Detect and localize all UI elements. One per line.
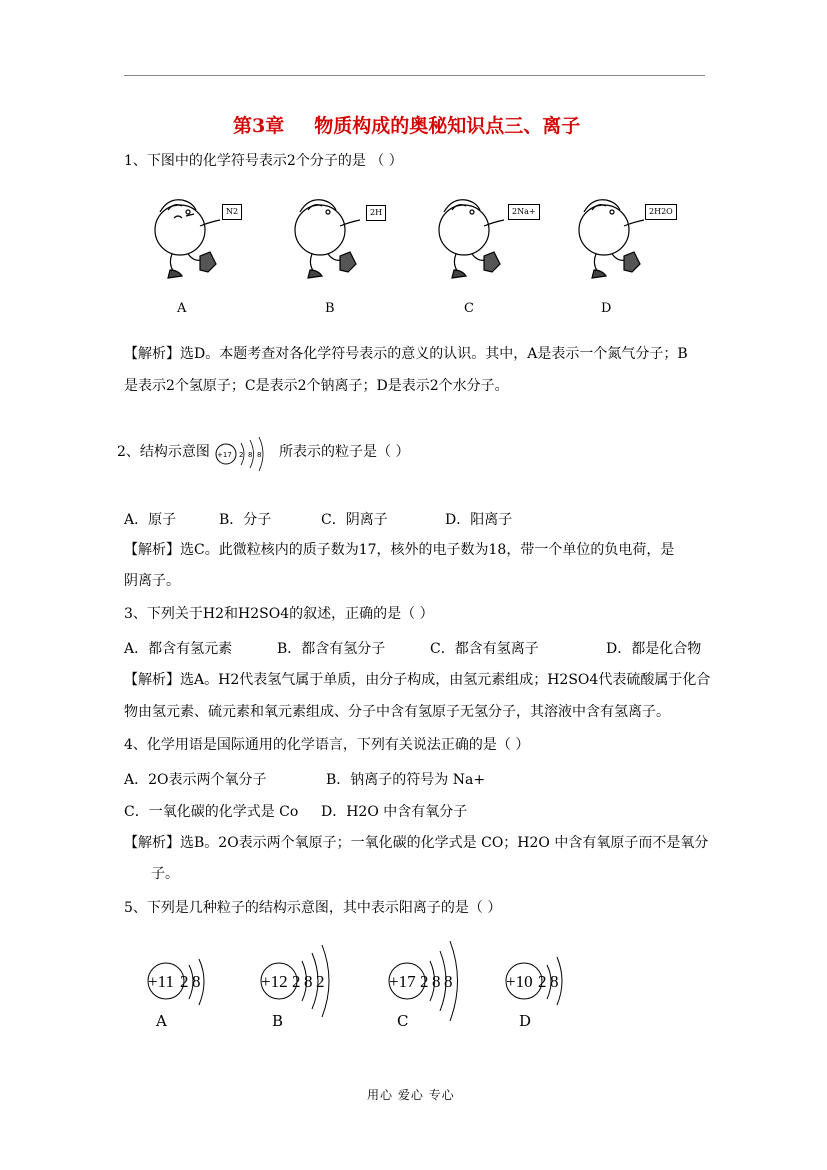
q1-analysis-line2: 是表示2个氢原子；C是表示2个钠离子；D是表示2个水分子。 xyxy=(124,378,509,394)
q1-sign-d: 2H2O xyxy=(645,204,677,220)
title-topic: 物质构成的奥秘知识点三、离子 xyxy=(314,115,581,137)
q4-option-c: C．一氧化碳的化学式是 Co xyxy=(124,804,299,820)
q2-analysis-line1: 【解析】选C。此微粒核内的质子数为17，核外的电子数为18，带一个单位的负电荷，是 xyxy=(124,542,675,558)
q1-sign-c: 2Na+ xyxy=(508,204,540,220)
q4-option-b: B．钠离子的符号为 Na+ xyxy=(326,772,486,788)
q5-label-c: C xyxy=(397,1012,409,1030)
svg-text:8: 8 xyxy=(192,972,201,991)
q1-label-a: A xyxy=(177,301,187,316)
q4-analysis-line1: 【解析】选B。2O表示两个氧原子；一氧化碳的化学式是 CO；H2O 中含有氧原子而不是氧分 xyxy=(124,835,709,851)
q5-label-d: D xyxy=(519,1012,532,1030)
svg-text:8: 8 xyxy=(444,972,453,991)
svg-text:+17: +17 xyxy=(217,451,232,459)
svg-text:8: 8 xyxy=(304,972,313,991)
svg-text:+10: +10 xyxy=(506,972,533,991)
page-title xyxy=(233,111,580,138)
svg-text:2: 2 xyxy=(180,972,189,991)
q1-label-b: B xyxy=(325,301,335,316)
q5-label-b: B xyxy=(272,1012,284,1030)
svg-text:8: 8 xyxy=(248,451,253,459)
header-rule xyxy=(124,75,705,76)
svg-text:+17: +17 xyxy=(389,972,416,991)
q4-analysis-line2: 子。 xyxy=(151,866,179,882)
q5-diagrams xyxy=(144,935,714,1030)
q3-option-c: C．都含有氢离子 xyxy=(430,641,539,657)
q2-option-d: D．阳离子 xyxy=(445,512,513,528)
title-chapter: 第3章 xyxy=(233,115,285,137)
svg-text:2: 2 xyxy=(420,972,429,991)
q2-option-a: A．原子 xyxy=(124,512,177,528)
q4-option-d: D．H2O 中含有氧分子 xyxy=(321,804,468,820)
q3-analysis-line1: 【解析】选A。H2代表氢气属于单质，由分子构成，由氢元素组成；H2SO4代表硫酸属于化合 xyxy=(124,672,711,688)
svg-text:+11: +11 xyxy=(148,972,174,991)
q3-question: 3、下列关于H2和H2SO4的叙述，正确的是（ ） xyxy=(124,606,434,622)
q1-question: 1、下图中的化学符号表示2个分子的是 （ ） xyxy=(124,153,403,169)
q3-analysis-line2: 物由氢元素、硫元素和氧元素组成、分子中含有氢原子无氢分子，其溶液中含有氢离子。 xyxy=(124,704,670,720)
svg-text:8: 8 xyxy=(550,972,559,991)
q1-label-d: D xyxy=(601,301,612,316)
svg-text:8: 8 xyxy=(257,451,262,459)
q5-label-a: A xyxy=(156,1012,167,1030)
svg-text:2: 2 xyxy=(316,972,325,991)
page-footer: 用心 爱心 专心 xyxy=(367,1088,455,1102)
svg-text:2: 2 xyxy=(239,451,244,459)
q1-sign-a: N2 xyxy=(222,204,242,220)
q5-question: 5、下列是几种粒子的结构示意图，其中表示阳离子的是（ ） xyxy=(124,900,502,916)
q4-option-a: A．2O表示两个氧分子 xyxy=(124,772,267,788)
svg-text:8: 8 xyxy=(432,972,441,991)
q2-structure-diagram xyxy=(212,437,272,473)
q2-analysis-line2: 阴离子。 xyxy=(124,573,180,589)
q3-option-a: A．都含有氢元素 xyxy=(124,641,233,657)
svg-text:2: 2 xyxy=(292,972,301,991)
q1-analysis-line1: 【解析】选D。本题考查对各化学符号表示的意义的认识。其中，A是表示一个氮气分子；B xyxy=(124,346,688,362)
q1-figures-set xyxy=(150,192,710,282)
q1-label-c: C xyxy=(464,301,474,316)
q2-option-c: C．阴离子 xyxy=(321,512,388,528)
q1-sign-b: 2H xyxy=(366,205,386,221)
q3-option-d: D．都是化合物 xyxy=(606,641,702,657)
q2-prefix: 2、结构示意图 xyxy=(117,444,210,460)
q4-question: 4、化学用语是国际通用的化学语言，下列有关说法正确的是（ ） xyxy=(124,737,530,753)
q2-option-b: B．分子 xyxy=(219,512,272,528)
q2-suffix: 所表示的粒子是（ ） xyxy=(279,444,410,460)
svg-text:2: 2 xyxy=(538,972,547,991)
svg-text:+12: +12 xyxy=(261,972,288,991)
q3-option-b: B．都含有氢分子 xyxy=(277,641,386,657)
